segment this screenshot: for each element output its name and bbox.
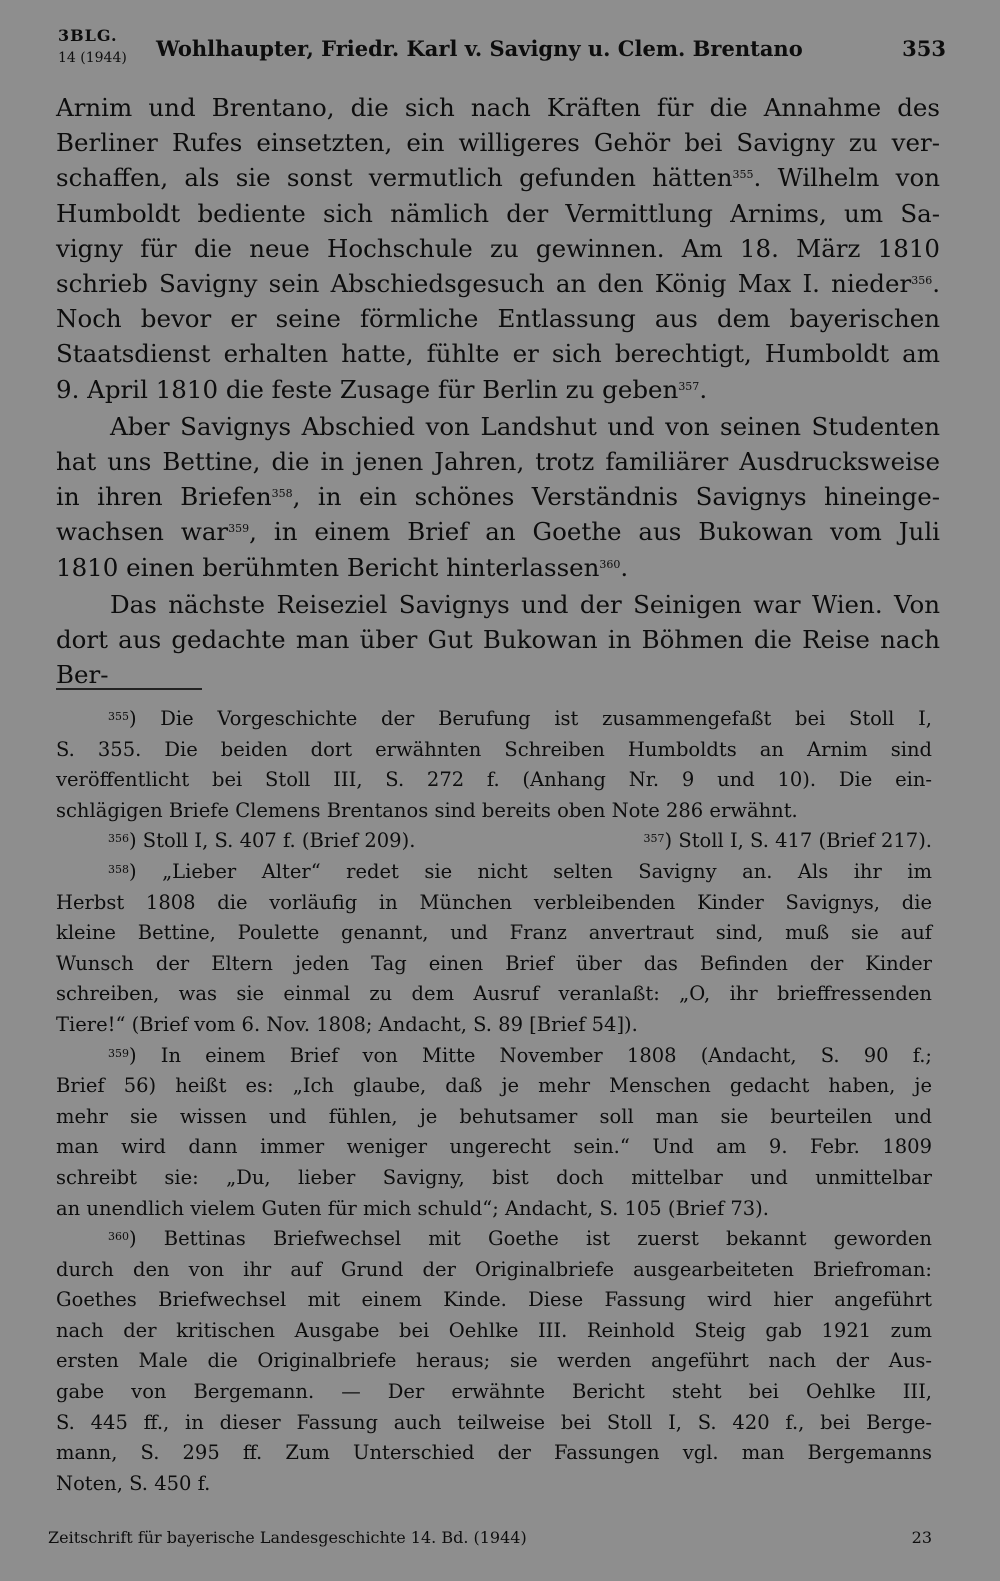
text-line: schrieb Savigny sein Abschiedsgesuch an den König Max I. nieder (56, 269, 912, 299)
footnote-number: 359 (108, 1046, 129, 1060)
text-line: Herbst 1808 die vorläufig in München verbleibenden Kinder Savignys, die (56, 890, 932, 914)
footnote-355 (56, 704, 932, 826)
footnote-358 (56, 857, 932, 1041)
journal-code: 3BLG. (58, 26, 118, 45)
text-line: mehr sie wissen und fühlen, je behutsamer soll man sie beurteilen und (56, 1104, 932, 1128)
text-line: Tiere!“ (Brief vom 6. Nov. 1808; Andacht, S. 89 [Brief 54]). (56, 1012, 638, 1036)
text-line: 1810 einen berühmten Bericht hinterlassen (56, 552, 600, 582)
footnote-number: 358 (108, 862, 129, 876)
text-line: wachsen war (56, 517, 229, 547)
footnote-ref: 359 (228, 522, 250, 536)
text-line: durch den von ihr auf Grund der Originalbriefe ausgearbeiteten Briefroman: (56, 1257, 932, 1281)
text-line: Noten, S. 450 f. (56, 1471, 211, 1495)
text-line: ersten Male die Originalbriefe heraus; sie werden angeführt nach der Aus- (56, 1349, 932, 1373)
sheet-number: 23 (911, 1528, 932, 1547)
text-line: schreiben, was sie einmal zu dem Ausruf veranlaßt: „O, ihr brieffressenden (56, 982, 932, 1006)
text-line: , in ein schönes Verständnis Savignys hineinge- (292, 482, 940, 512)
text-line: nach der kritischen Ausgabe bei Oehlke III. Reinhold Steig gab 1921 zum (56, 1318, 932, 1342)
text-line: ) Bettinas Briefwechsel mit Goethe ist zuerst bekannt geworden (129, 1227, 932, 1251)
text-line: Brief 56) heißt es: „Ich glaube, daß je mehr Menschen gedacht haben, je (56, 1074, 932, 1098)
text-line: Staatsdienst erhalten hatte, fühlte er sich berechtigt, Humboldt am (56, 339, 940, 369)
text-line: kleine Bettine, Poulette genannt, und Franz anvertraut sind, muß sie auf (56, 921, 932, 945)
running-header (58, 24, 946, 74)
text-line: Goethes Briefwechsel mit einem Kinde. Diese Fassung wird hier angeführt (56, 1288, 932, 1312)
text-line: . Wilhelm von (753, 163, 940, 193)
footnote-separator (56, 688, 202, 690)
page-footer (48, 1524, 932, 1552)
footnote-360 (56, 1224, 932, 1499)
text-line: man wird dann immer weniger ungerecht sein.“ Und am 9. Febr. 1809 (56, 1135, 932, 1159)
text-line: schlägigen Briefe Clemens Brentanos sind bereits oben Note 286 erwähnt. (56, 798, 798, 822)
text-line: Aber Savignys Abschied von Landshut und von seinen Studenten (110, 411, 940, 441)
body-text (56, 90, 940, 692)
text-line: ) Stoll I, S. 417 (Brief 217). (664, 829, 932, 853)
footnote-359 (56, 1041, 932, 1225)
footnote-356 (108, 826, 415, 857)
text-line: ) Die Vorgeschichte der Berufung ist zusammengefaßt bei Stoll I, (129, 707, 932, 730)
text-line: . (932, 269, 940, 299)
page-number: 353 (902, 36, 946, 61)
running-title: Wohlhaupter, Friedr. Karl v. Savigny u. Clem. Brentano (156, 36, 803, 61)
text-line: Humboldt bediente sich nämlich der Vermittlung Arnims, um Sa- (56, 198, 940, 228)
text-line: schreibt sie: „Du, lieber Savigny, bist doch mittelbar und unmittelbar (56, 1165, 932, 1189)
footnote-ref: 357 (678, 379, 700, 393)
text-line: . (620, 552, 629, 582)
footnotes-356-357 (56, 826, 932, 857)
text-line: schaffen, als sie sonst vermutlich gefunden hätten (56, 163, 733, 193)
text-line: gabe von Bergemann. — Der erwähnte Bericht steht bei Oehlke III, (56, 1380, 932, 1404)
text-line: ) In einem Brief von Mitte November 1808 (Andacht, S. 90 f.; (129, 1043, 932, 1067)
text-line: in ihren Briefen (56, 482, 272, 512)
text-line: , in einem Brief an Goethe aus Bukowan vom Juli (249, 517, 940, 547)
journal-footer-title: Zeitschrift für bayerische Landesgeschichte 14. Bd. (1944) (48, 1528, 527, 1547)
text-line: veröffentlicht bei Stoll III, S. 272 f. (Anhang Nr. 9 und 10). Die ein- (56, 768, 932, 792)
footnote-ref: 358 (271, 487, 293, 501)
text-line: hat uns Bettine, die in jenen Jahren, trotz familiärer Ausdrucksweise (56, 447, 940, 477)
text-line: S. 445 ff., in dieser Fassung auch teilweise bei Stoll I, S. 420 f., bei Berge- (56, 1410, 932, 1434)
text-line: S. 355. Die beiden dort erwähnten Schreiben Humboldts an Arnim sind (56, 737, 932, 761)
footnote-ref: 360 (599, 557, 621, 571)
footnote-357 (644, 826, 932, 857)
footnote-number: 357 (643, 832, 665, 846)
text-line: Noch bevor er seine förmliche Entlassung aus dem bayerischen (56, 304, 940, 334)
footnote-ref: 355 (732, 168, 754, 182)
text-line: . (699, 374, 708, 404)
footnote-number: 356 (108, 832, 129, 846)
text-line: Wunsch der Eltern jeden Tag einen Brief über das Befinden der Kinder (56, 951, 932, 975)
journal-issue: 14 (1944) (58, 50, 127, 66)
footnote-number: 355 (108, 710, 129, 723)
paragraph-1 (56, 90, 940, 407)
footnotes (56, 704, 932, 1499)
text-line: an unendlich vielem Guten für mich schuld“; Andacht, S. 105 (Brief 73). (56, 1196, 769, 1220)
text-line: Das nächste Reiseziel Savignys und der Seinigen war Wien. Von (110, 589, 940, 619)
text-line: ) „Lieber Alter“ redet sie nicht selten Savigny an. Als ihr im (129, 859, 932, 883)
text-line: dort aus gedachte man über Gut Bukowan in Böhmen die Reise nach Ber- (56, 625, 940, 690)
footnote-ref: 356 (911, 274, 933, 288)
text-line: ) Stoll I, S. 407 f. (Brief 209). (129, 829, 416, 853)
paragraph-2 (56, 409, 940, 585)
footnote-number: 360 (108, 1230, 129, 1244)
text-line: 9. April 1810 die feste Zusage für Berlin zu geben (56, 374, 679, 404)
text-line: Berliner Rufes einsetzten, ein willigeres Gehör bei Savigny zu ver- (56, 128, 940, 158)
text-line: Arnim und Brentano, die sich nach Kräften für die Annahme des (56, 93, 940, 122)
text-line: vigny für die neue Hochschule zu gewinnen. Am 18. März 1810 (56, 233, 940, 263)
paragraph-3 (56, 587, 940, 693)
text-line: mann, S. 295 ff. Zum Unterschied der Fassungen vgl. man Bergemanns (56, 1441, 932, 1465)
